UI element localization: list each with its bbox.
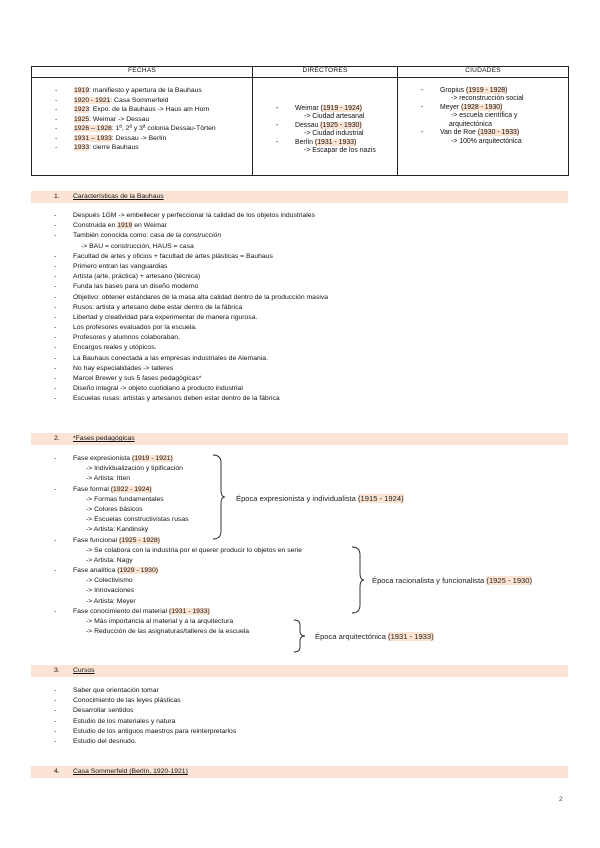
phase-sub-item: -> Artista: Meyer bbox=[86, 597, 136, 605]
phase-sub-item: -> Colores básicos bbox=[86, 505, 143, 513]
list-item bbox=[54, 222, 328, 232]
section-header-3 bbox=[31, 665, 568, 677]
phase-item bbox=[54, 537, 302, 547]
section-header-4 bbox=[31, 766, 568, 778]
list-item: - Estudio del desnudo. bbox=[54, 738, 236, 748]
phase-sub-item: -> Reducción de las asignaturas/talleres de la escuela bbox=[86, 628, 250, 636]
fecha-text: : 1ª, 2ª y 3ª colonia Dessau-Törten bbox=[111, 125, 216, 133]
section-title: *Fases pedagógicas bbox=[73, 435, 135, 442]
fecha-year: 1920 - 1921 bbox=[74, 96, 111, 104]
director-note: arquitectónica bbox=[449, 120, 492, 128]
fechas-cell bbox=[32, 78, 253, 176]
section-title: Cursos bbox=[73, 667, 95, 674]
phase-name: Fase conocimiento del material bbox=[73, 607, 169, 615]
phase-item bbox=[54, 608, 302, 618]
phase-sub-item: -> Individualización y tipificación bbox=[86, 465, 183, 473]
phase-sub-item: -> Formas fundamentales bbox=[86, 495, 164, 503]
section-number: 4. bbox=[54, 768, 60, 775]
fecha-text: : Casa Sommerfeld bbox=[110, 96, 169, 104]
phase-item bbox=[54, 455, 302, 465]
city-years: (1925 - 1930) bbox=[320, 121, 362, 129]
section-number: 3. bbox=[54, 667, 60, 674]
fecha-text: : Weimar -> Dessau bbox=[89, 115, 150, 123]
phase-item bbox=[54, 567, 302, 577]
city-years: (1931 - 1933) bbox=[314, 138, 357, 146]
list-item: - Rusos: artista y artesano debe estar dentro de la fábrica bbox=[54, 304, 328, 314]
fases-list bbox=[54, 455, 302, 638]
phase-name: Fase analítica bbox=[73, 567, 118, 575]
phase-name: Fase funcional bbox=[73, 536, 120, 544]
list-item: - La Bauhaus conectada a las empresas industriales de Alemania. bbox=[54, 355, 328, 365]
phase-years: (1925 - 1928) bbox=[119, 536, 160, 544]
list-item: - Escuelas rusas: artistas y artesanos deben estar dentro de la fábrica bbox=[54, 395, 328, 405]
section-header-1 bbox=[31, 191, 568, 203]
item-year: 1919 bbox=[117, 222, 133, 230]
fecha-text: : cierre Bauhaus bbox=[89, 144, 139, 152]
list-item: - Objetivo: obtener estándares de la masa alta calidad dentro de la producción masiva bbox=[54, 294, 328, 304]
phase-sub-item: -> Innovaciones bbox=[86, 587, 135, 595]
summary-table bbox=[31, 66, 569, 176]
fechas-list bbox=[32, 87, 252, 153]
header-ciudades: CIUDADES bbox=[398, 67, 569, 78]
phase-years: (1931 - 1933) bbox=[168, 607, 210, 615]
director-label: Meyer bbox=[440, 103, 462, 111]
item-text: También conocida como: bbox=[73, 232, 151, 240]
fecha-text: : Dessau -> Berlín bbox=[111, 134, 167, 142]
list-item: - Los profesores evaluados por la escuela. bbox=[54, 324, 328, 334]
director-name bbox=[421, 87, 568, 95]
director-note: -> escuela científica y bbox=[451, 112, 518, 120]
phase-years: (1929 - 1930) bbox=[117, 567, 159, 575]
cursos-list bbox=[54, 687, 236, 748]
fecha-item bbox=[32, 144, 252, 152]
phase-sub-item: -> Colectivismo bbox=[86, 577, 133, 585]
list-item: - Profesores y alumnos colaboraban. bbox=[54, 334, 328, 344]
page-number: 2 bbox=[559, 796, 563, 803]
director-name bbox=[421, 104, 568, 112]
list-item: - No hay especialidades -> talleres bbox=[54, 365, 328, 375]
list-item: - Libertad y creatividad para experimentar de manera rigurosa. bbox=[54, 314, 328, 324]
list-sub-item: -> BAU = construcción, HAUS = casa bbox=[81, 242, 194, 250]
phase-sub-item: -> Más importancia al material y a la arquitectura bbox=[86, 618, 234, 625]
director-years: (1930 - 1933) bbox=[477, 129, 520, 137]
directores-list bbox=[276, 105, 397, 156]
list-item: - Funda las bases para un diseño moderno bbox=[54, 283, 328, 293]
epoch-racionalista: Época racionalista y funcionalista (1925 - 1930) bbox=[372, 576, 533, 585]
list-item: - Conocimiento de las leyes plásticas bbox=[54, 697, 236, 707]
city-name: Berlín bbox=[295, 138, 315, 146]
phase-sub-item: -> Artista: Itten bbox=[86, 475, 131, 483]
director-label: Gropius bbox=[440, 87, 467, 94]
list-item bbox=[54, 232, 328, 242]
director-city bbox=[276, 105, 397, 113]
item-text: Construida en bbox=[73, 222, 118, 230]
phase-sub-item: -> Artista: Kandinsky bbox=[86, 526, 149, 534]
brace-expresionista bbox=[212, 454, 226, 540]
ciudades-list bbox=[421, 87, 568, 146]
fecha-year: 1933 bbox=[74, 144, 90, 152]
caracteristicas-list bbox=[54, 212, 328, 406]
item-italic: casa de la construcción bbox=[150, 232, 222, 240]
section-number: 1. bbox=[54, 193, 60, 200]
epoch-expresionista: Época expresionista y individualista (1915 - 1924) bbox=[236, 494, 404, 503]
fecha-item bbox=[32, 125, 252, 133]
phase-years: (1922 - 1924) bbox=[110, 485, 152, 493]
header-directores: DIRECTORES bbox=[253, 67, 398, 78]
list-item: - Marcel Brewer y sus 5 fases pedagógicas* bbox=[54, 375, 328, 385]
fecha-year: 1923 bbox=[74, 106, 90, 114]
list-item: - Desarrollar sentidos bbox=[54, 707, 236, 717]
phase-sub-item: -> Escuelas constructivistas rusas bbox=[86, 516, 189, 524]
director-years: (1928 - 1930) bbox=[461, 103, 503, 111]
brace-racionalista bbox=[351, 546, 365, 614]
fecha-year: 1919 bbox=[74, 87, 90, 94]
list-item: - Después 1GM -> embellecer y perfeccionar la calidad de los objetos industriales bbox=[54, 212, 328, 222]
city-name: Weimar bbox=[295, 105, 321, 112]
phase-sub-item: -> Se colabora con la industria por el querer producir lo objetos en serie bbox=[86, 546, 302, 554]
city-note: -> Escapar de los nazis bbox=[304, 147, 376, 155]
director-note: -> reconstrucción social bbox=[451, 95, 524, 103]
list-item: - Encargos reales y utópicos. bbox=[54, 344, 328, 354]
phase-years: (1919 - 1921) bbox=[131, 455, 173, 462]
header-fechas: FECHAS bbox=[32, 67, 253, 78]
director-city bbox=[276, 122, 397, 130]
fecha-item bbox=[32, 116, 252, 124]
list-item: - Facultad de artes y oficios + facultad de artes plásticas = Bauhaus bbox=[54, 253, 328, 263]
list-item: - Saber que orientación tomar bbox=[54, 687, 236, 697]
fecha-year: 1926 – 1928 bbox=[74, 125, 112, 133]
ciudades-cell bbox=[398, 78, 569, 176]
phase-sub-item: -> Artista: Nagy bbox=[86, 556, 133, 564]
phase-name: Fase formal bbox=[73, 485, 111, 493]
list-item: - Estudio de los materiales y natura bbox=[54, 718, 236, 728]
city-name: Dessau bbox=[295, 121, 321, 129]
director-city bbox=[276, 139, 397, 147]
brace-arquitectonica bbox=[293, 619, 307, 653]
list-item: - Estudio de los antiguos maestros para reinterpretarlos bbox=[54, 728, 236, 738]
fecha-item bbox=[32, 106, 252, 114]
section-header-2 bbox=[31, 433, 568, 445]
item-text: en Weimar bbox=[132, 222, 167, 230]
director-label: Van de Roe bbox=[440, 129, 478, 137]
director-name bbox=[421, 129, 568, 137]
list-item: - Artista (arte, práctica) + artesano (técnica) bbox=[54, 273, 328, 283]
director-years: (1919 - 1928) bbox=[466, 87, 508, 94]
fecha-year: 1925 bbox=[74, 115, 90, 123]
city-years: (1919 - 1924) bbox=[320, 105, 362, 112]
fecha-text: : Expo. de la Bauhaus -> Haus am Horn bbox=[89, 106, 210, 114]
section-title: Casa Sommerfeld (Berlín, 1920-1921) bbox=[73, 768, 188, 775]
list-item: - Diseño integral -> objeto cuotidiano a producto industrial bbox=[54, 385, 328, 395]
epoch-arquitectonica: Época arquitectónica (1931 - 1933) bbox=[315, 632, 434, 641]
fecha-year: 1931 – 1933 bbox=[74, 134, 112, 142]
city-note: -> Ciudad artesanal bbox=[304, 113, 365, 121]
phase-name: Fase expresionista bbox=[73, 455, 132, 462]
director-note: -> 100% arquitectónica bbox=[451, 137, 522, 145]
fecha-item bbox=[32, 87, 252, 95]
directores-cell bbox=[253, 78, 398, 176]
city-note: -> Ciudad industrial bbox=[304, 130, 364, 138]
list-item: - Primero entran las vanguardias bbox=[54, 263, 328, 273]
section-title: Características de la Bauhaus bbox=[73, 193, 164, 200]
fecha-item bbox=[32, 97, 252, 105]
fecha-item bbox=[32, 135, 252, 143]
section-number: 2. bbox=[54, 435, 60, 442]
fecha-text: : manifiesto y apertura de la Bauhaus bbox=[89, 87, 202, 94]
